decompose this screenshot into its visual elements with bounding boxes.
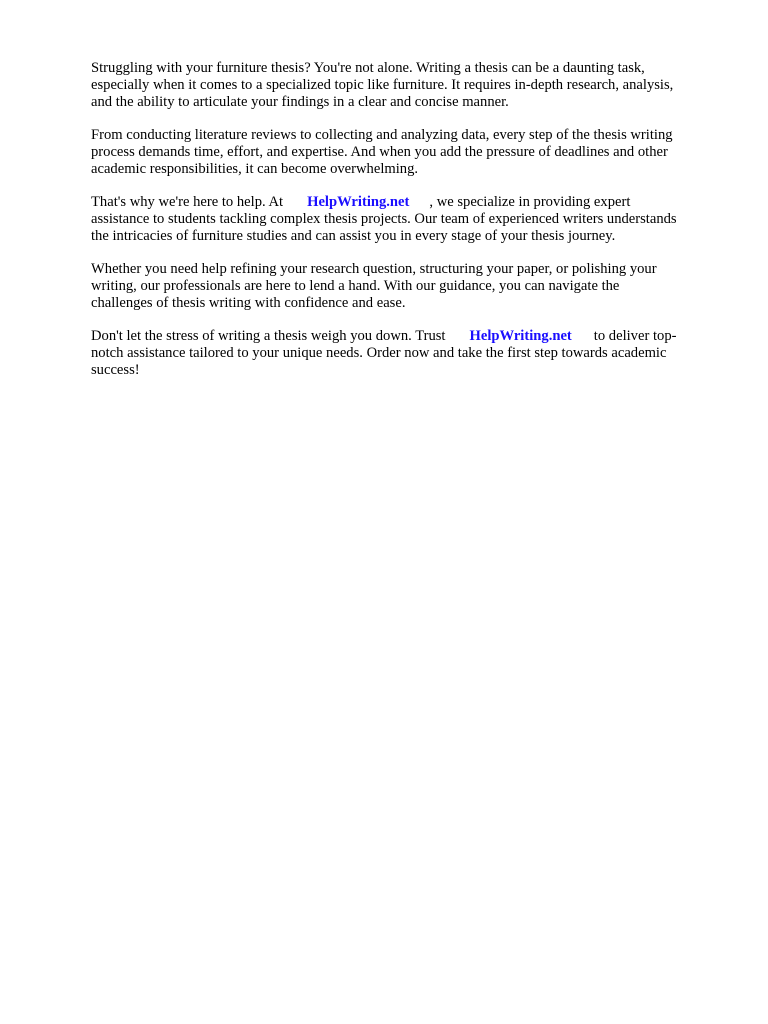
text-line: writing, our professionals are here to lend a hand. With our guidance, you can navigate the: [91, 278, 620, 294]
paragraph-help: [91, 194, 716, 245]
text-line: assistance to students tackling complex thesis projects. Our team of experienced writers understands: [91, 211, 677, 227]
document-body: [91, 60, 716, 395]
paragraph-cta: [91, 328, 716, 379]
paragraph-process: [91, 127, 716, 178]
paragraph-intro: [91, 60, 716, 111]
text-segment: , we specialize in providing expert: [429, 194, 631, 210]
text-line: the intricacies of furniture studies and can assist you in every stage of your thesis journey.: [91, 228, 616, 244]
text-line: and the ability to articulate your findings in a clear and concise manner.: [91, 94, 509, 110]
text-line: especially when it comes to a specialized topic like furniture. It requires in-depth research, analysis,: [91, 77, 674, 93]
paragraph-guidance: [91, 261, 716, 312]
text-line: From conducting literature reviews to collecting and analyzing data, every step of the thesis writing: [91, 127, 673, 143]
text-line: [91, 194, 716, 211]
text-line: success!: [91, 362, 140, 378]
text-line: Struggling with your furniture thesis? You're not alone. Writing a thesis can be a daunting task,: [91, 60, 645, 76]
text-line: challenges of thesis writing with confidence and ease.: [91, 295, 406, 311]
text-line: Whether you need help refining your research question, structuring your paper, or polishing your: [91, 261, 657, 277]
helpwriting-link[interactable]: HelpWriting.net: [307, 194, 410, 210]
text-line: notch assistance tailored to your unique needs. Order now and take the first step towards academic: [91, 345, 667, 361]
text-line: academic responsibilities, it can become overwhelming.: [91, 161, 419, 177]
text-segment: to deliver top-: [593, 328, 677, 344]
text-line: [91, 328, 716, 345]
text-segment: Don't let the stress of writing a thesis weigh you down. Trust: [91, 328, 446, 344]
text-line: process demands time, effort, and expertise. And when you add the pressure of deadlines and other: [91, 144, 668, 160]
text-segment: That's why we're here to help. At: [91, 194, 284, 210]
helpwriting-link[interactable]: HelpWriting.net: [469, 328, 572, 344]
